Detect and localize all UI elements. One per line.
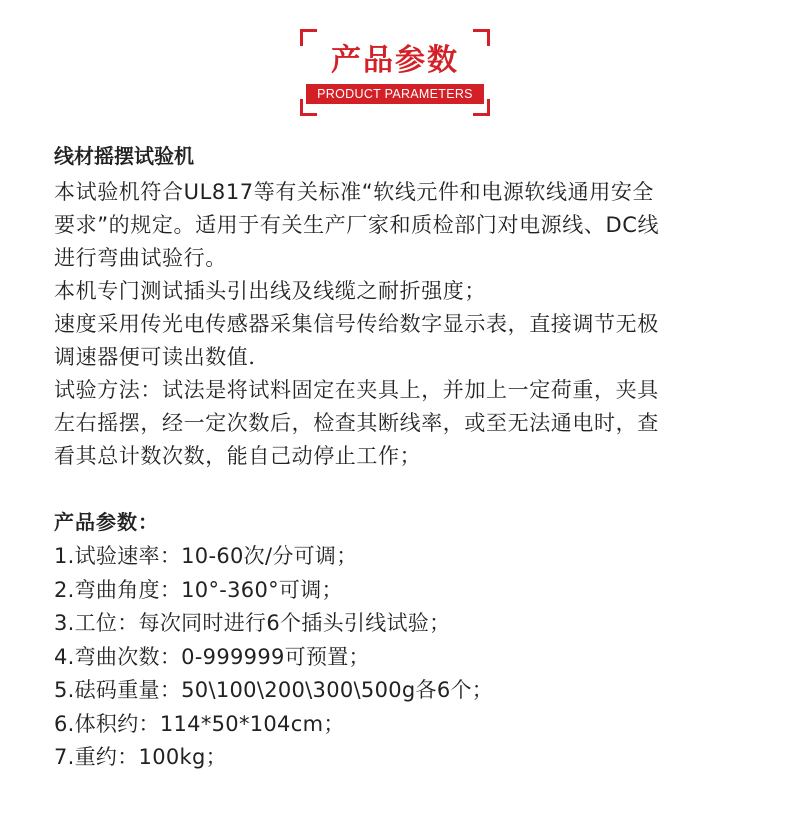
product-description xyxy=(54,176,754,473)
description-line: 调速器便可读出数值． xyxy=(54,345,270,369)
specs-list xyxy=(54,540,754,775)
spec-item: 3.工位：每次同时进行6个插头引线试验； xyxy=(54,611,451,635)
spec-item: 6.体积约：114*50*104cm； xyxy=(54,711,345,736)
spec-item: 2.弯曲角度：10°-360°可调； xyxy=(54,577,343,602)
description-line: 看其总计数次数，能自己动停止工作； xyxy=(54,444,422,468)
description-line: 进行弯曲试验行。 xyxy=(54,246,227,270)
description-line: 试验方法：试法是将试料固定在夹具上，并加上一定荷重，夹具 xyxy=(54,378,659,402)
description-line: 左右摇摆，经一定次数后，检查其断线率，或至无法通电时，查 xyxy=(54,411,659,435)
spec-item: 4.弯曲次数：0-999999可预置； xyxy=(54,644,370,669)
description-line: 速度采用传光电传感器采集信号传给数字显示表，直接调节无极 xyxy=(54,312,659,336)
spec-item: 5.砝码重量：50\100\200\300\500g各6个； xyxy=(54,678,494,702)
section-subtitle: PRODUCT PARAMETERS xyxy=(306,84,484,104)
section-title: 产品参数 xyxy=(331,43,459,78)
spec-item: 7.重约：100kg； xyxy=(54,745,227,769)
section-header-badge xyxy=(300,29,490,116)
spec-item: 1.试验速率：10-60次/分可调； xyxy=(54,544,358,568)
specs-heading: 产品参数： xyxy=(54,510,159,534)
paragraph-spacer xyxy=(54,473,754,506)
description-line: 要求”的规定。适用于有关生产厂家和质检部门对电源线、DC线 xyxy=(54,213,660,237)
product-name: 线材摇摆试验机 xyxy=(54,144,194,168)
description-line: 本试验机符合UL817等有关标准“软线元件和电源软线通用安全 xyxy=(54,180,655,204)
main-content xyxy=(54,140,754,775)
description-line: 本机专门测试插头引出线及线缆之耐折强度； xyxy=(54,279,486,303)
